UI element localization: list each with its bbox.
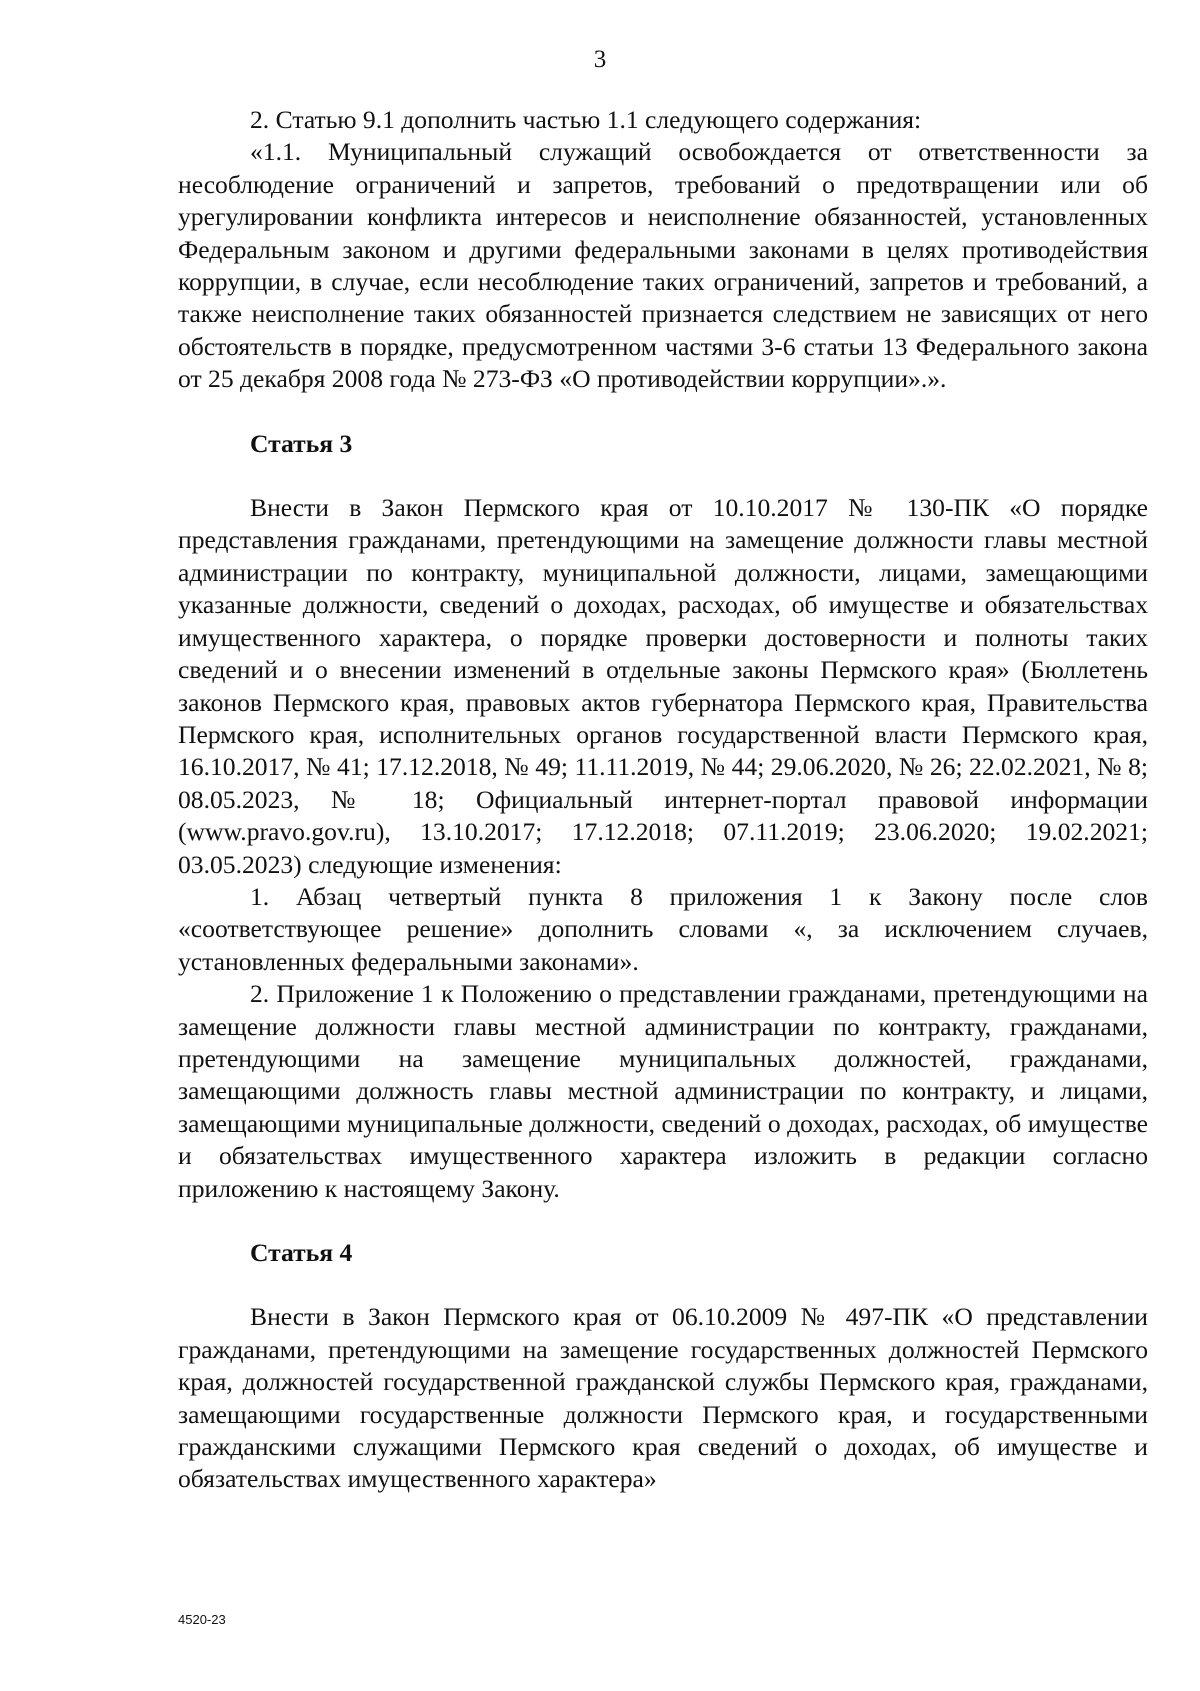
article-3-paragraph-intro: Внести в Закон Пермского края от 10.10.2017 № 130-ПК «О порядке представления гражданами, претендующими на замещение должности главы местной администрации по контракту, муниципальной должности, лицами, замещающими указанные должности, сведений о доходах, расходах, об имуществе и обязательствах имущественного характера, о порядке проверки достоверности и полноты таких сведений и о внесении изменений в отдельные законы Пермского края» (Бюллетень законов Пермского края, правовых актов губернатора Пермского края, Правительства Пермского края, исполнительных органов государственной власти Пермского края, 16.10.2017, № 41; 17.12.2018, № 49; 11.11.2019, № 44; 29.06.2020, № 26; 22.02.2021, № 8; 08.05.2023, № 18; Официальный интернет-портал правовой информации (www.pravo.gov.ru), 13.10.2017; 17.12.2018; 07.11.2019; 23.06.2020; 19.02.2021; 03.05.2023) следующие изменения: <box>178 493 1148 879</box>
article-4-heading: Статья 4 <box>250 1238 353 1267</box>
paragraph-article9-amendment: 2. Статью 9.1 дополнить частью 1.1 следующего содержания: <box>250 105 922 134</box>
article-4-paragraph-intro: Внести в Закон Пермского края от 06.10.2009 № 497-ПК «О представлении гражданами, претендующими на замещение государственных должностей Пермского края, должностей государственной гражданской службы Пермского края, гражданами, замещающими государственные должности Пермского края, и государственными гражданскими служащими Пермского края сведений о доходах, об имуществе и обязательствах имущественного характера» <box>178 1302 1148 1494</box>
article-3-heading: Статья 3 <box>250 428 353 458</box>
document-code: 4520-23 <box>178 1612 226 1627</box>
article-3-paragraph-item-2: 2. Приложение 1 к Положению о представлении гражданами, претендующими на замещение должности главы местной администрации по контракту, гражданами, претендующими на замещение муниципальных должностей, гражданами, замещающими должность главы местной администрации по контракту, и лицами, замещающими муниципальные должности, сведений о доходах, расходах, об имуществе и обязательствах имущественного характера изложить в редакции согласно приложению к настоящему Закону. <box>178 979 1148 1203</box>
paragraph-part-1-1-text: «1.1. Муниципальный служащий освобождается от ответственности за несоблюдение ограничений и запретов, требований о предотвращении или об урегулировании конфликта интересов и неисполнение обязанностей, установленных Федеральным законом и другими федеральными законами в целях противодействия коррупции, в случае, если несоблюдение таких ограничений, запретов и требований, а также неисполнение таких обязанностей признается следствием не зависящих от него обстоятельств в порядке, предусмотренном частями 3-6 статьи 13 Федерального закона от 25 декабря 2008 года № 273-ФЗ «О противодействии коррупции».». <box>178 137 1148 394</box>
article-3-paragraph-item-1: 1. Абзац четвертый пункта 8 приложения 1 к Закону после слов «соответствующее решение» дополнить словами «, за исключением случаев, установленных федеральными законами». <box>178 881 1148 976</box>
document-body <box>178 104 1148 1496</box>
page-number: 3 <box>593 46 607 73</box>
